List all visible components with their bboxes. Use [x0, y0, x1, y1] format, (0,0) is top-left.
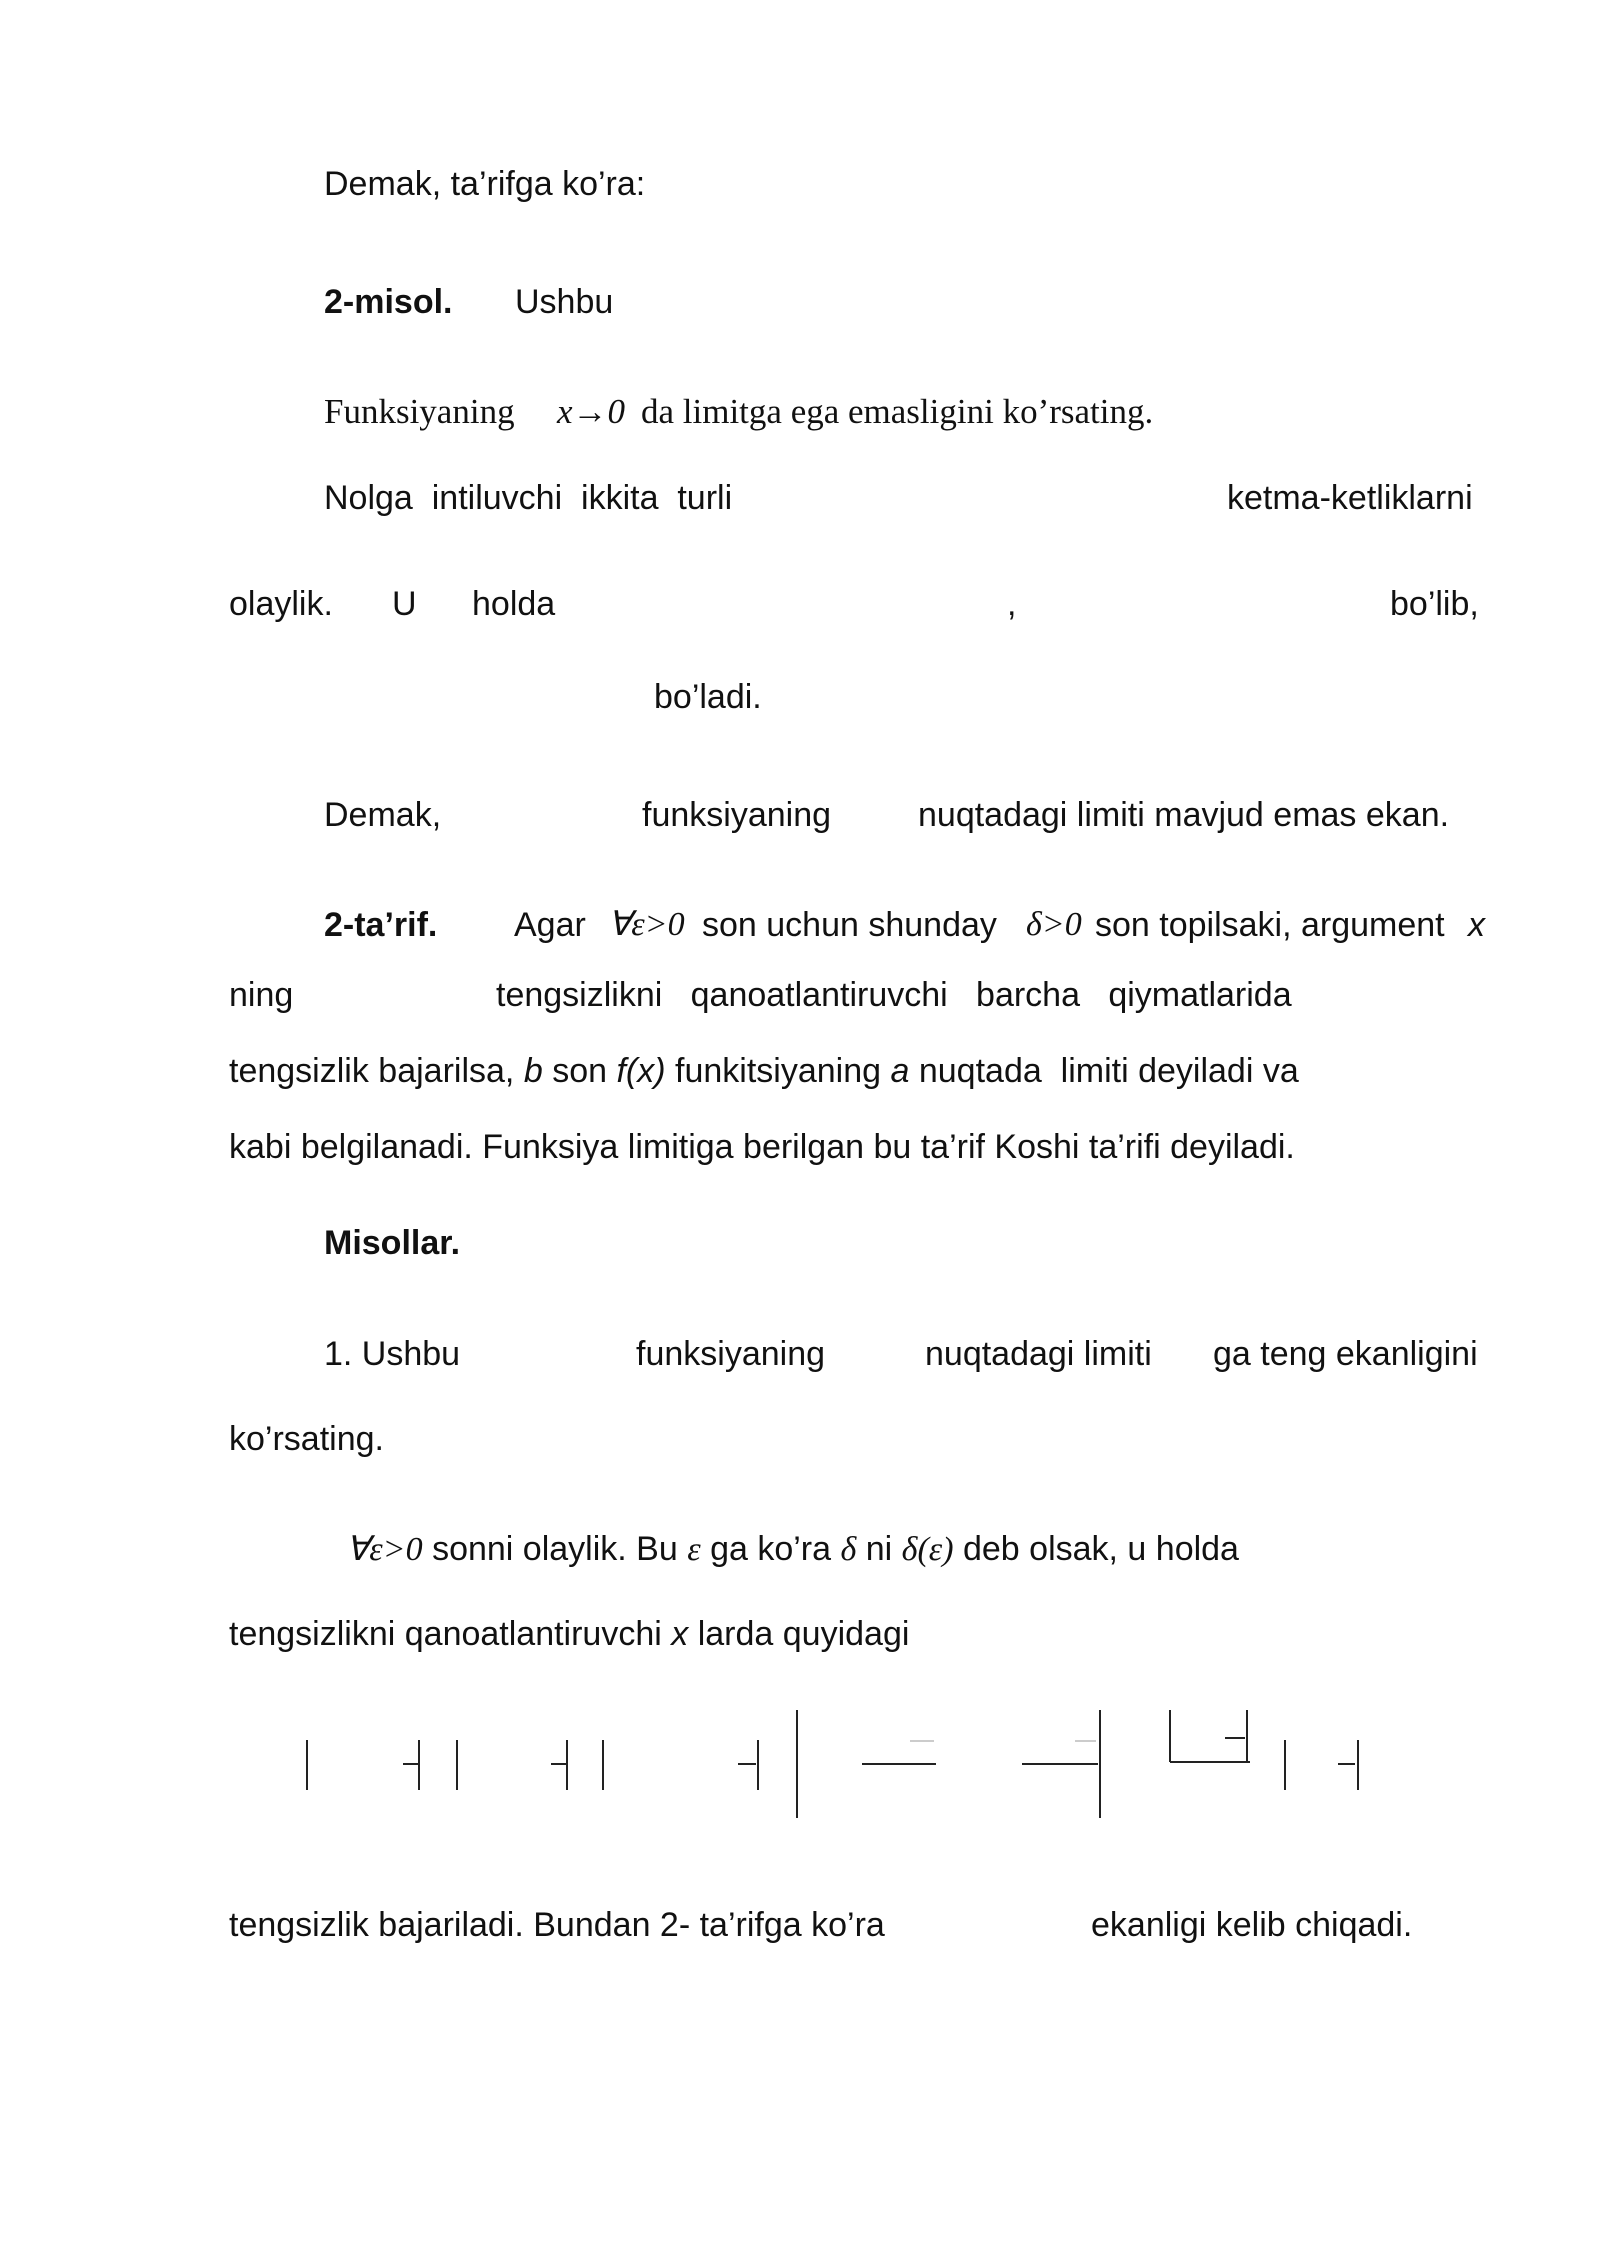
final-right: ekanligi kelib chiqadi. — [1091, 1906, 1413, 1944]
examples-title: Misollar. — [324, 1224, 461, 1262]
example1-korsating: ko’rsating. — [229, 1420, 384, 1458]
definition-text-3: tengsizlikni qanoatlantiruvchi barcha qiymatlarida — [496, 976, 1292, 1014]
definition-forall-eps: ∀ε>0 — [608, 906, 685, 943]
line-comma: , — [1007, 585, 1017, 623]
proof-x: x — [671, 1615, 689, 1653]
definition-x: x — [1468, 906, 1485, 944]
definition-agar: Agar — [514, 906, 586, 944]
example1-ushbu: 1. Ushbu — [324, 1335, 461, 1373]
proof-text-4: deb olsak, u holda — [962, 1530, 1239, 1568]
proof-delta: δ — [840, 1531, 857, 1568]
line-boladi: bo’ladi. — [654, 678, 762, 716]
line-bolib: bo’lib, — [1390, 585, 1479, 623]
paragraph-intro: Demak, ta’rifga ko’ra: — [324, 165, 646, 203]
example1-nuqtadagi: nuqtadagi limiti — [925, 1335, 1152, 1373]
task-pre: Funksiyaning — [324, 392, 515, 431]
definition-line3-d: nuqtada limiti deyiladi va — [918, 1052, 1299, 1090]
line-holda: holda — [472, 585, 556, 623]
proof-delta-eps: δ(ε) — [901, 1531, 954, 1568]
conclusion-funksiyaning: funksiyaning — [642, 796, 832, 834]
proof-text-1: sonni olaylik. Bu — [432, 1530, 678, 1568]
conclusion-demak: Demak, — [324, 796, 442, 834]
final-left: tengsizlik bajariladi. Bundan 2- ta’rifga ko’ra — [229, 1906, 885, 1944]
definition-b: b — [523, 1052, 543, 1090]
definition-a: a — [890, 1052, 910, 1090]
example1-funksiyaning: funksiyaning — [636, 1335, 826, 1373]
definition-label: 2-ta’rif. — [324, 906, 438, 944]
line-olaylik: olaylik. — [229, 585, 333, 623]
conclusion-rest: nuqtadagi limiti mavjud emas ekan. — [918, 796, 1450, 834]
proof-eps: ε — [687, 1531, 701, 1568]
definition-delta: δ>0 — [1026, 906, 1082, 943]
task-post: da limitga ega emasligini ko’rsating. — [641, 392, 1154, 431]
definition-text-2: son topilsaki, argument — [1095, 906, 1445, 944]
definition-text-1: son uchun shunday — [702, 906, 997, 944]
proof-text-3: ni — [865, 1530, 893, 1568]
proof-forall-eps: ∀ε>0 — [346, 1531, 423, 1568]
example-word: Ushbu — [515, 283, 614, 321]
definition-line4: kabi belgilanadi. Funksiya limitiga berilgan bu ta’rif Koshi ta’rifi deyiladi. — [229, 1128, 1295, 1166]
definition-fx: f(x) — [616, 1052, 666, 1090]
proof-line2-a: tengsizlikni qanoatlantiruvchi — [229, 1615, 662, 1653]
definition-line3-b: son — [552, 1052, 608, 1090]
sequences-right: ketma-ketliklarni — [1227, 479, 1473, 517]
definition-ning: ning — [229, 976, 294, 1014]
proof-line2-b: larda quyidagi — [697, 1615, 910, 1653]
sequences-left: Nolga intiluvchi ikkita turli — [324, 479, 733, 517]
definition-line3-c: funkitsiyaning — [675, 1052, 882, 1090]
example1-ga-teng: ga teng ekanligini — [1213, 1335, 1478, 1373]
line-u: U — [392, 585, 417, 623]
proof-text-2: ga ko’ra — [710, 1530, 832, 1568]
definition-line3-a: tengsizlik bajarilsa, — [229, 1052, 515, 1090]
task-math: x→0 — [557, 392, 626, 431]
example-label: 2-misol. — [324, 283, 453, 321]
